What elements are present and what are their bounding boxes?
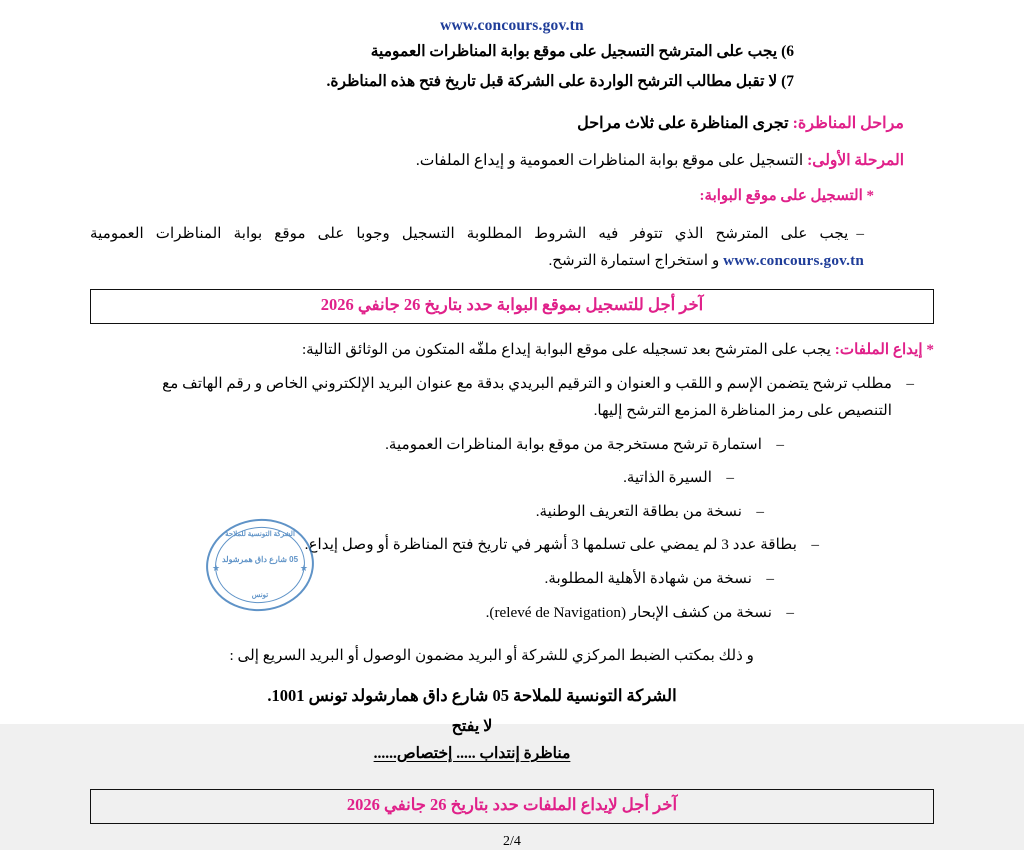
stage-one-text: التسجيل على موقع بوابة المناظرات العمومية و إيداع الملفات.: [415, 151, 804, 169]
portal-registration-paragraph: [90, 220, 864, 275]
stamp-star-right-icon: ★: [299, 563, 308, 573]
portal-paragraph-link[interactable]: www.concours.gov.tn: [723, 252, 864, 270]
list-item: – مطلب ترشح يتضمن الإسم و اللقب و العنوان و الترقيم البريدي بدقة مع عنوان البريد الإلكتروني الخاص و رقم الهاتف مع التنصيص على رمز المناظرة المزمع الترشح إليها.: [130, 371, 914, 424]
files-deadline-box: [90, 789, 934, 824]
portal-registration-bullet: [30, 185, 874, 208]
registration-deadline-box: [90, 289, 934, 324]
stages-heading: [30, 112, 904, 137]
address-intro: و ذلك بمكتب الضبط المركزي للشركة أو البريد مضمون الوصول أو البريد السريع إلى :: [229, 647, 754, 665]
portal-paragraph-part-1: يجب على المترشح الذي تتوفر فيه الشروط المطلوبة التسجيل وجوبا على موقع بوابة المناظرات العمومية: [90, 225, 849, 243]
list-item: – نسخة من شهادة الأهلية المطلوبة.: [90, 566, 774, 593]
files-submission-text: يجب على المترشح بعد تسجيله على موقع البوابة إيداع ملفّه المتكون من الوثائق التالية:: [301, 340, 831, 358]
stamp-star-left-icon: ★: [212, 563, 221, 573]
page-number: 2/4: [503, 833, 521, 849]
list-item: – بطاقة عدد 3 لم يمضي على تسلمها 3 أشهر في تاريخ فتح المناظرة أو وصل إيداع.: [90, 532, 819, 559]
files-submission-label: * إيداع الملفات:: [834, 340, 934, 358]
stage-one-label: المرحلة الأولى:: [807, 151, 904, 169]
files-deadline-text: آخر أجل لإيداع الملفات حدد بتاريخ 26 جانفي 2026: [346, 794, 678, 814]
list-item: – السيرة الذاتية.: [90, 465, 734, 492]
dash-marker-icon: –: [856, 225, 864, 243]
stages-label: مراحل المناظرة:: [792, 115, 904, 133]
stamp-top-text: الشركة التونسية للملاحة: [225, 531, 295, 538]
stamp-mid-text: 05 شارع داق همرشولد: [221, 555, 299, 564]
do-not-open-note: لا يفتح: [451, 717, 493, 735]
list-item: – نسخة من بطاقة التعريف الوطنية.: [90, 499, 764, 526]
company-address-line: الشركة التونسية للملاحة 05 شارع داق همارشولد تونس 1001.: [267, 685, 677, 705]
concours-website-link[interactable]: www.concours.gov.tn: [440, 17, 584, 34]
portal-registration-label: * التسجيل على موقع البوابة:: [699, 187, 874, 204]
stages-text: تجرى المناظرة على ثلاث مراحل: [577, 115, 789, 133]
company-address-block: [30, 686, 994, 763]
required-documents-list: [90, 371, 914, 626]
item-7: 7) لا تقبل مطالب الترشح الواردة على الشركة قبل تاريخ فتح هذه المناظرة.: [326, 73, 794, 91]
top-website-line: [30, 14, 994, 38]
stage-one-line: [30, 149, 904, 173]
list-item: – نسخة من كشف الإبحار (relevé de Navigation).: [90, 600, 794, 627]
portal-paragraph-part-2: و استخراج استمارة الترشح.: [548, 252, 720, 270]
list-item: – استمارة ترشح مستخرجة من موقع بوابة المناظرات العمومية.: [90, 432, 784, 459]
registration-deadline-text: آخر أجل للتسجيل بموقع البوابة حدد بتاريخ 26 جانفي 2026: [320, 294, 704, 314]
stamp-bottom-text: تونس: [251, 592, 269, 599]
item-6: 6) يجب على المترشح التسجيل على موقع بوابة المناظرات العمومية: [370, 43, 794, 61]
files-submission-heading: [30, 338, 934, 362]
competition-subject-line: مناظرة إنتداب ..... إختصاص......: [373, 744, 571, 762]
